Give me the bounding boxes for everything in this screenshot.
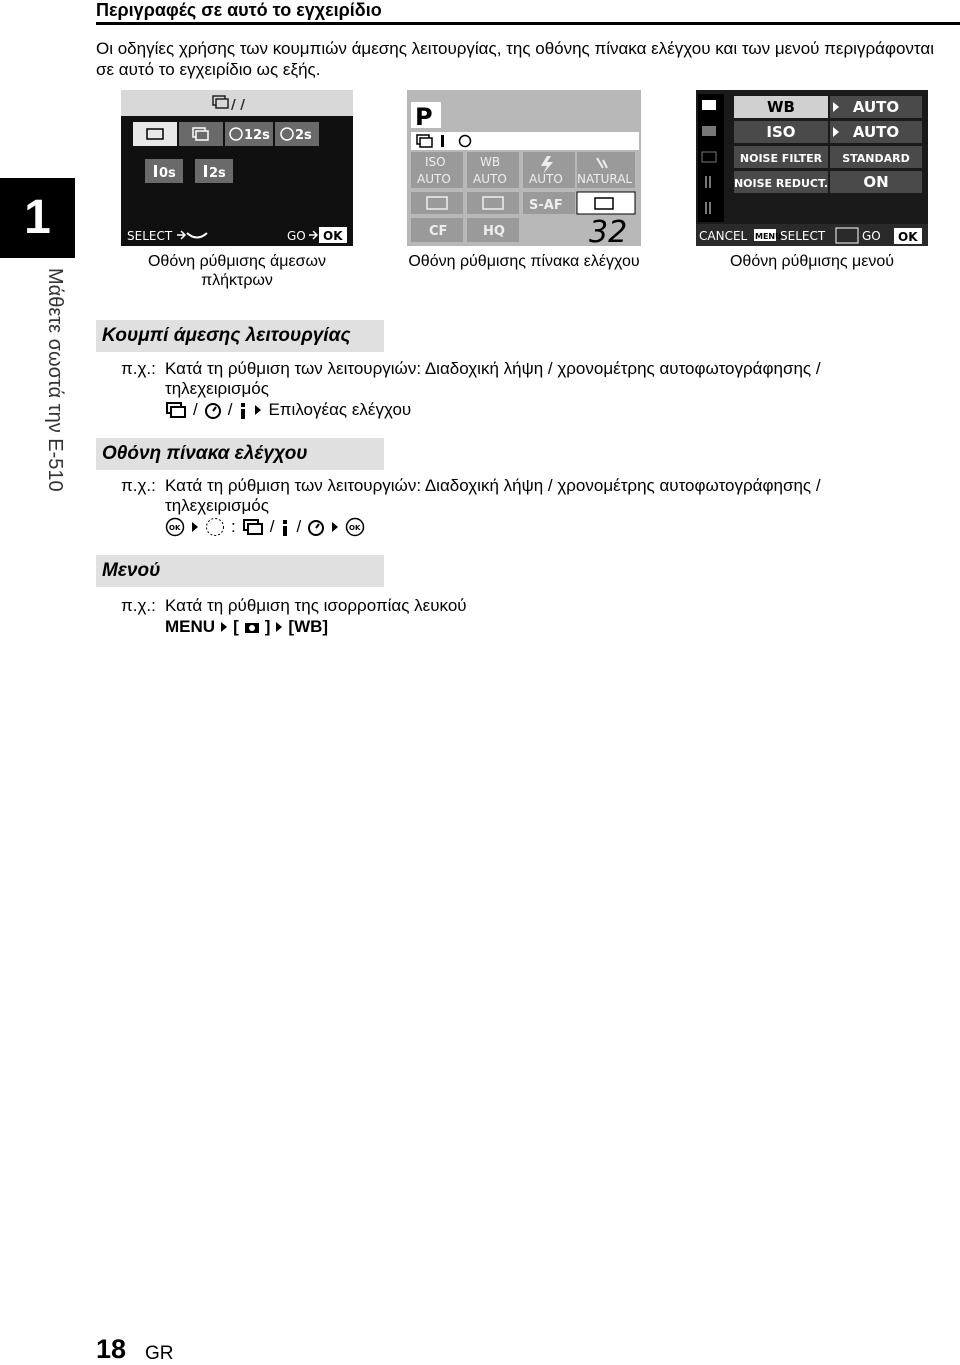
menu-example-prefix: π.χ.: [121, 596, 156, 615]
remote-icon [238, 401, 248, 419]
opt-0s: 0s [159, 166, 176, 181]
menu-example-text: Κατά τη ρύθμιση της ισορροπίας λευκού [165, 596, 467, 615]
iso-label: ISO [425, 155, 446, 169]
chapter-vertical-title: Μάθετε σωστά την E-510 [44, 268, 66, 492]
menu-sequence: MENU [ ] [WB] [165, 617, 329, 636]
menu-screen [696, 90, 928, 246]
direct-sequence: / / Επιλογέας ελέγχου [165, 399, 411, 421]
menu-btn-label: MENU [755, 232, 782, 241]
menu-row-value: AUTO [852, 98, 900, 116]
triangle-arrow-icon [191, 521, 199, 533]
menu-heading: Μενού [96, 555, 384, 587]
remote-icon [280, 518, 290, 536]
direct-example-prefix: π.χ.: [121, 359, 156, 378]
chapter-tab: 1 [0, 178, 75, 258]
hq-label: HQ [483, 224, 505, 239]
menu-row-label: WB [767, 98, 795, 116]
wb-label: WB [480, 155, 501, 169]
menu-seq-menu: MENU [165, 617, 216, 636]
cf-label: CF [429, 224, 448, 239]
title-divider [96, 22, 960, 25]
opt-r2s: 2s [209, 166, 226, 181]
camera-menu-icon [244, 620, 260, 634]
menu-row-label: NOISE REDUCT. [733, 177, 829, 190]
remote-icon [441, 135, 444, 147]
opt-2s: 2s [295, 128, 312, 143]
page-title: Περιγραφές σε αυτό το εγχειρίδιο [96, 0, 382, 20]
menu-seq-wb: [WB] [288, 617, 329, 636]
menu-row-label: NOISE FILTER [739, 152, 823, 165]
menu-row-label: ISO [766, 123, 796, 141]
intro-paragraph: Οι οδηγίες χρήσης των κουμπιών άμεσης λειτουργίας, της οθόνης πίνακα ελέγχου και των μενού περιγράφονται σε αυτό το εγχειρίδιο ως εξής. [96, 39, 934, 79]
remote-2s-icon [204, 165, 207, 177]
select-label: SELECT [127, 229, 173, 243]
go-label: GO [862, 229, 881, 243]
select-label: SELECT [780, 229, 826, 243]
shot-count: 32 [589, 215, 628, 246]
menu-caption: Οθόνη ρύθμισης μενού [729, 253, 895, 270]
triangle-arrow-icon [220, 621, 228, 633]
direct-button-caption: Οθόνη ρύθμισης άμεσων πλήκτρων [147, 253, 326, 289]
cancel-label: CANCEL [699, 229, 748, 243]
menu-screen-graphic [696, 90, 928, 246]
direct-sequence-tail: Επιλογέας ελέγχου [268, 400, 412, 419]
saf-label: S-AF [529, 198, 563, 213]
panel-example-text: Κατά τη ρύθμιση των λειτουργιών: Διαδοχική λήψη / χρονομέτρης αυτοφωτογράφησης / τηλεχειρισμός [165, 476, 821, 515]
direct-button-screen [121, 90, 353, 246]
self-timer-icon [204, 401, 222, 419]
control-panel-graphic [407, 90, 641, 246]
panel-sequence: OK : / / OK [165, 516, 365, 538]
flash-value: AUTO [529, 172, 563, 186]
control-panel-heading: Οθόνη πίνακα ελέγχου [96, 438, 384, 470]
go-label: GO [287, 229, 306, 243]
svg-text:OK: OK [169, 524, 181, 532]
direct-button-heading: Κουμπί άμεσης λειτουργίας [96, 320, 384, 352]
menu-row-value: ON [863, 173, 889, 191]
opt-12s: 12s [244, 128, 270, 143]
menu-row-value: AUTO [852, 123, 900, 141]
iso-value: AUTO [417, 172, 451, 186]
control-panel-caption: Οθόνη ρύθμισης πίνακα ελέγχου [408, 253, 640, 270]
natural-label: NATURAL [577, 172, 633, 186]
arrow-pad-icon [205, 517, 225, 537]
panel-example-prefix: π.χ.: [121, 476, 156, 495]
camera-menu-2-icon [702, 126, 716, 136]
self-timer-icon [307, 518, 325, 536]
triangle-arrow-icon [331, 521, 339, 533]
language-code: GR [145, 1343, 174, 1364]
camera-menu-1-icon [702, 100, 716, 110]
svg-text:OK: OK [349, 524, 361, 532]
page-number: 18 [96, 1334, 127, 1364]
ok-label: OK [898, 230, 918, 244]
drive-mode-label: / / [231, 98, 246, 113]
triangle-arrow-icon [275, 621, 283, 633]
menu-row-value: STANDARD [842, 152, 910, 165]
ok-button-icon [165, 517, 185, 537]
remote-icon [154, 165, 157, 177]
sequential-icon [165, 401, 187, 419]
direct-button-screen-graphic [121, 90, 353, 246]
direct-example-text: Κατά τη ρύθμιση των λειτουργιών: Διαδοχική λήψη / χρονομέτρης αυτοφωτογράφησης / τηλεχειρισμός [165, 359, 821, 398]
wb-value: AUTO [473, 172, 507, 186]
ok-button-icon [345, 517, 365, 537]
sequential-icon [242, 518, 264, 536]
control-panel-screen [407, 90, 641, 246]
mode-label: P [415, 103, 433, 131]
triangle-arrow-icon [254, 404, 262, 416]
ok-label: OK [323, 229, 343, 243]
